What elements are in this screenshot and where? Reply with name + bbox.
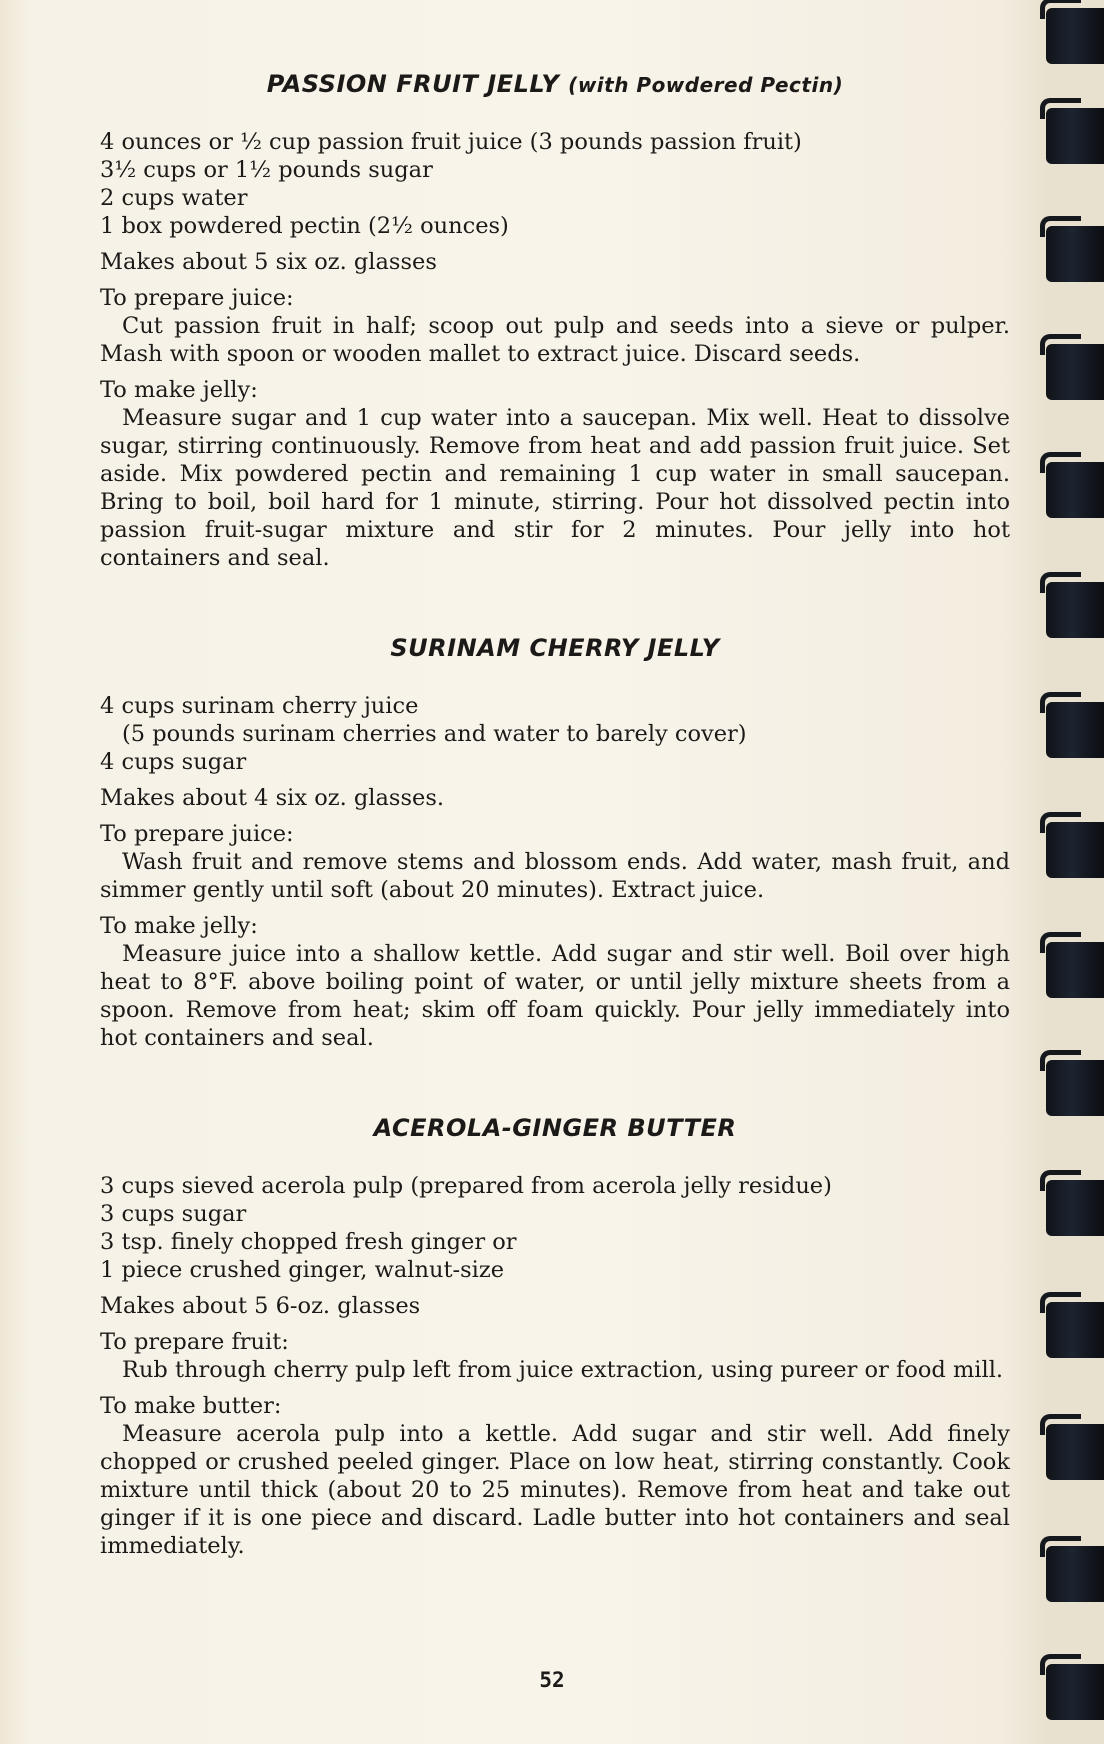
step-label: To prepare fruit: (100, 1329, 289, 1355)
section-spacer (100, 572, 1010, 634)
step-text (100, 848, 1010, 904)
yield-line: Makes about 5 six oz. glasses (100, 249, 437, 275)
binding-ring (1046, 1180, 1104, 1236)
ingredient-line: 3 cups sieved acerola pulp (prepared from acerola jelly residue) (100, 1173, 832, 1199)
step-text-body: Measure acerola pulp into a kettle. Add sugar and stir well. Add finely chopped or crushed peeled ginger. Place on low heat, stirring constantly. Cook mixture until thick (about 20 to 25 minutes). Remove from heat and take out ginger if it is one piece and discard. Ladle butter into hot containers and seal immediately. (100, 1421, 1010, 1559)
binding-ring (1046, 582, 1104, 638)
step-text-body: Cut passion fruit in half; scoop out pulp and seeds into a sieve or pulper. Mash with spoon or wooden mallet to extract juice. Discard seeds. (100, 313, 1010, 367)
recipe-title (100, 1114, 1010, 1142)
step-text (100, 312, 1010, 368)
step-label: To prepare juice: (100, 285, 294, 311)
recipe-title-text: SURINAM CHERRY JELLY (390, 634, 720, 662)
binding-ring (1046, 1060, 1104, 1116)
binding-ring (1046, 8, 1104, 64)
ingredient-line: 4 ounces or ½ cup passion fruit juice (3 pounds passion fruit) (100, 129, 802, 155)
step-text (100, 1420, 1010, 1560)
page-content (100, 70, 1010, 1560)
step-label: To make jelly: (100, 913, 258, 939)
binding-ring (1046, 226, 1104, 282)
binding-ring (1046, 344, 1104, 400)
binding-ring (1046, 1302, 1104, 1358)
section-spacer (100, 1052, 1010, 1114)
binding-ring (1046, 822, 1104, 878)
ingredient-line: 1 piece crushed ginger, walnut-size (100, 1257, 505, 1283)
recipe-title-text: PASSION FRUIT JELLY (266, 70, 560, 98)
step-text (100, 404, 1010, 572)
ingredient-line: 4 cups surinam cherry juice (100, 693, 419, 719)
recipe-surinam-cherry-jelly (100, 634, 1010, 1052)
ingredient-line: 3½ cups or 1½ pounds sugar (100, 157, 433, 183)
ingredient-line: 4 cups sugar (100, 749, 247, 775)
step-text-body: Measure sugar and 1 cup water into a saucepan. Mix well. Heat to dissolve sugar, stirring continuously. Remove from heat and add passion fruit juice. Set aside. Mix powdered pectin and remaining 1 cup water in small saucepan. Bring to boil, boil hard for 1 minute, stirring. Pour hot dissolved pectin into passion fruit-sugar mixture and stir for 2 minutes. Pour jelly into hot containers and seal. (100, 405, 1010, 571)
step-label: To prepare juice: (100, 821, 294, 847)
recipe-acerola-ginger-butter (100, 1114, 1010, 1560)
step-text-body: Wash fruit and remove stems and blossom ends. Add water, mash fruit, and simmer gently until soft (about 20 minutes). Extract juice. (100, 849, 1010, 903)
binding-ring (1046, 108, 1104, 164)
binding-ring (1046, 1424, 1104, 1480)
yield-line: Makes about 5 6-oz. glasses (100, 1293, 421, 1319)
recipe-title-note: (with Powdered Pectin) (568, 73, 844, 97)
recipe-title (100, 634, 1010, 662)
recipe-title (100, 70, 1010, 98)
recipe-passion-fruit-jelly (100, 70, 1010, 572)
step-text-body: Rub through cherry pulp left from juice extraction, using pureer or food mill. (122, 1357, 1004, 1383)
step-text (100, 1356, 1010, 1384)
ingredient-line: (5 pounds surinam cherries and water to barely cover) (122, 721, 747, 747)
spiral-binding (1032, 0, 1104, 1744)
ingredient-line: 3 tsp. finely chopped fresh ginger or (100, 1229, 517, 1255)
recipe-title-text: ACEROLA-GINGER BUTTER (373, 1114, 737, 1142)
page-number: 52 (539, 1668, 565, 1692)
binding-ring (1046, 942, 1104, 998)
step-text (100, 940, 1010, 1052)
step-text-body: Measure juice into a shallow kettle. Add sugar and stir well. Boil over high heat to 8°F. above boiling point of water, or until jelly mixture sheets from a spoon. Remove from heat; skim off foam quickly. Pour jelly immediately into hot containers and seal. (100, 941, 1010, 1051)
step-label: To make jelly: (100, 377, 258, 403)
yield-line: Makes about 4 six oz. glasses. (100, 785, 445, 811)
ingredient-line: 1 box powdered pectin (2½ ounces) (100, 213, 509, 239)
ingredient-line: 3 cups sugar (100, 1201, 247, 1227)
ingredient-line: 2 cups water (100, 185, 248, 211)
step-label: To make butter: (100, 1393, 282, 1419)
binding-ring (1046, 462, 1104, 518)
binding-ring (1046, 1546, 1104, 1602)
binding-ring (1046, 702, 1104, 758)
